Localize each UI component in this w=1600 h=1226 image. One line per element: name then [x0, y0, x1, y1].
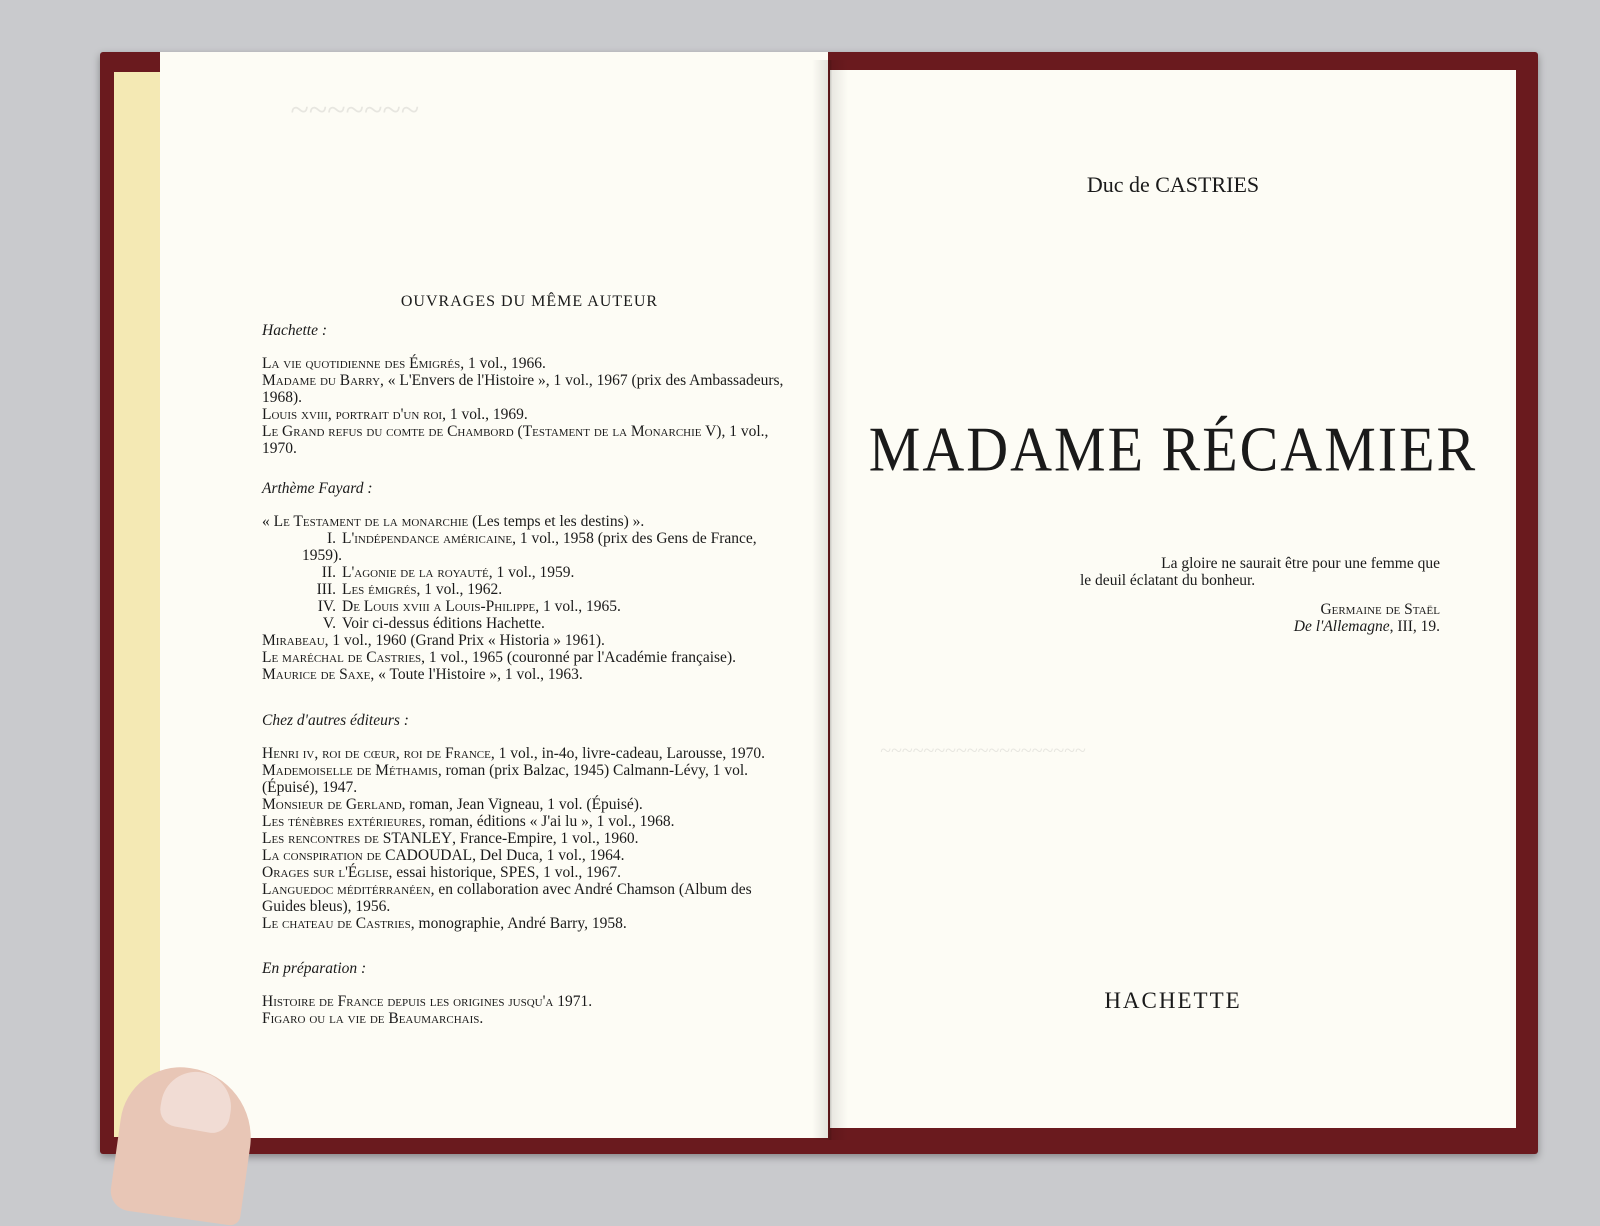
list-item — [262, 581, 797, 598]
item-title: Mademoiselle de Méthamis — [262, 762, 438, 779]
item-title: L'indépendance américaine — [342, 530, 513, 547]
list-item — [262, 530, 797, 564]
section-label: Hachette : — [262, 322, 327, 339]
autres-list — [262, 745, 797, 932]
item-title: L'agonie de la royauté — [342, 564, 489, 581]
section-fayard — [262, 480, 797, 497]
item-title: « Le Testament de la monarchie — [262, 513, 469, 530]
section-autres — [262, 712, 797, 729]
list-item — [262, 847, 797, 864]
item-number: II. — [321, 564, 336, 581]
section-prep — [262, 960, 797, 977]
list-item — [262, 406, 797, 423]
item-title: La conspiration de CADOUDAL — [262, 847, 473, 864]
left-page-heading: OUVRAGES DU MÊME AUTEUR — [400, 293, 659, 310]
item-details: , monographie, André Barry, 1958. — [410, 915, 627, 932]
section-label: Chez d'autres éditeurs : — [262, 712, 409, 729]
section-hachette — [262, 322, 797, 339]
list-item — [262, 649, 797, 666]
item-details: , 1 vol., 1965. — [535, 598, 621, 615]
list-item — [262, 864, 797, 881]
publisher: HACHETTE — [1104, 988, 1242, 1013]
item-details: 1971. — [553, 993, 593, 1010]
list-item — [262, 666, 797, 683]
list-item — [262, 993, 797, 1010]
author-name: Duc de CASTRIES — [1086, 172, 1260, 197]
list-item — [262, 813, 797, 830]
item-details: (Les temps et les destins) ». — [468, 513, 645, 530]
item-details: , en collaboration avec André Chamson (Album des Guides bleus), 1956. — [262, 881, 752, 915]
fayard-list — [262, 513, 797, 683]
item-title: Maurice de Saxe — [262, 666, 371, 683]
item-details: , 1 vol., 1959. — [488, 564, 575, 581]
list-item — [262, 423, 797, 457]
item-title: Les émigrés — [342, 581, 417, 598]
list-item — [262, 915, 797, 932]
item-title: Figaro ou la vie de Beaumarchais — [262, 1010, 480, 1027]
item-details: , roman (prix Balzac, 1945) Calmann-Lévy, 1 vol. (Épuisé), 1947. — [262, 762, 749, 796]
item-details: Voir ci-dessus éditions Hachette. — [342, 615, 545, 632]
item-details: , 1 vol., 1966. — [460, 355, 546, 372]
epigraph-source: De l'Allemagne — [1293, 618, 1390, 635]
item-title: Henri iv, roi de cœur, roi de France — [262, 745, 491, 762]
item-title: Les rencontres de STANLEY — [262, 830, 453, 847]
epigraph — [1080, 555, 1440, 635]
item-details: , « Toute l'Histoire », 1 vol., 1963. — [370, 666, 583, 683]
list-item — [262, 632, 797, 649]
item-details: , 1 vol., 1969. — [442, 406, 528, 423]
list-item — [262, 513, 797, 530]
item-title: Louis xviii, portrait d'un roi — [262, 406, 443, 423]
item-title: Mirabeau — [262, 632, 325, 649]
item-details: , essai historique, SPES, 1 vol., 1967. — [388, 864, 622, 881]
item-title: Les ténèbres extérieures — [262, 813, 422, 830]
list-item — [262, 564, 797, 581]
item-title: Le Grand refus du comte de Chambord (Testament de la Monarchie V) — [262, 423, 722, 440]
item-title: Madame du Barry — [262, 372, 381, 389]
epigraph-author: Germaine de Staël — [1320, 601, 1440, 618]
item-title: Le maréchal de Castries — [262, 649, 422, 666]
list-item — [262, 615, 797, 632]
epigraph-line: le deuil éclatant du bonheur. — [1080, 572, 1256, 589]
list-item — [262, 1010, 797, 1027]
item-details: , roman, éditions « J'ai lu », 1 vol., 1968. — [421, 813, 675, 830]
item-details: , 1 vol., 1958 (prix des Gens de France, 1959). — [302, 530, 757, 564]
list-item — [262, 796, 797, 813]
list-item — [262, 598, 797, 615]
item-details: , « L'Envers de l'Histoire », 1 vol., 1967 (prix des Ambassadeurs, 1968). — [262, 372, 784, 406]
list-item — [262, 881, 797, 915]
item-title: Monsieur de Gerland — [262, 796, 402, 813]
item-title: De Louis xviii a Louis-Philippe — [342, 598, 536, 615]
epigraph-ref: , III, 19. — [1389, 618, 1440, 635]
item-details: , 1 vol., in-4o, livre-cadeau, Larousse, 1970. — [490, 745, 766, 762]
item-number: V. — [322, 615, 336, 632]
item-title: La vie quotidienne des Émigrés — [262, 355, 461, 372]
item-details: , 1 vol., 1970. — [262, 423, 769, 457]
item-details: , 1 vol., 1960 (Grand Prix « Historia » 1961). — [324, 632, 605, 649]
hachette-list — [262, 355, 797, 457]
list-item — [262, 372, 797, 406]
epigraph-line: La gloire ne saurait être pour une femme que — [1161, 555, 1440, 572]
item-details: , 1 vol., 1962. — [416, 581, 503, 598]
item-title: Orages sur l'Église — [262, 864, 389, 881]
item-title: Languedoc méditérranéen — [262, 881, 431, 898]
list-item — [262, 830, 797, 847]
item-details: , 1 vol., 1965 (couronné par l'Académie française). — [421, 649, 736, 666]
section-label: En préparation : — [262, 960, 367, 977]
list-item — [262, 762, 797, 796]
item-title: Le chateau de Castries — [262, 915, 411, 932]
list-item — [262, 745, 797, 762]
item-number: IV. — [317, 598, 336, 615]
item-details: . — [479, 1010, 484, 1027]
section-label: Arthème Fayard : — [262, 480, 373, 497]
item-number: III. — [316, 581, 336, 598]
book-title: MADAME RÉCAMIER — [868, 413, 1478, 485]
list-item — [262, 355, 797, 372]
item-details: , roman, Jean Vigneau, 1 vol. (Épuisé). — [401, 796, 643, 813]
item-number: I. — [326, 530, 336, 547]
epigraph-source-line — [1080, 618, 1440, 635]
item-details: , France-Empire, 1 vol., 1960. — [452, 830, 639, 847]
item-title: Histoire de France depuis les origines jusqu'a — [262, 993, 554, 1010]
item-details: , Del Duca, 1 vol., 1964. — [472, 847, 625, 864]
prep-list — [262, 993, 797, 1027]
